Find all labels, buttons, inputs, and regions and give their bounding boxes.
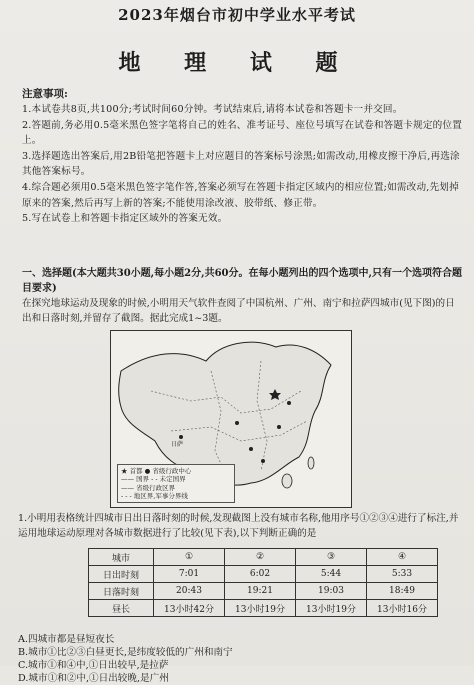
legend-row: —— 省级行政区界 [121, 483, 176, 492]
table-cell: 13小时19分 [296, 600, 367, 617]
legend-row: —— 国界 - - 未定国界 [121, 475, 186, 484]
table-cell: 日落时刻 [89, 583, 154, 600]
table-cell: 7:01 [154, 566, 225, 583]
legend-row: ★ 首都 ● 省级行政中心 [121, 467, 192, 476]
table-cell: 6:02 [225, 566, 296, 583]
notice-item: 4.综合题必须用0.5毫米黑色签字笔作答,答案必须写在答题卡指定区域内的相应位置;如需改动,先划掉原来的答案,然后再写上新的答案;不能使用涂改液、胶带纸、修正带。 [22, 181, 459, 209]
map-legend [117, 464, 235, 503]
table-row [89, 600, 438, 617]
table-cell: 19:21 [225, 583, 296, 600]
table-header-cell: ① [154, 549, 225, 566]
section-heading: 一、选择题(本大题共30小题,每小题2分,共60分。在每小题列出的四个选项中,只有一个选项符合题目要求) [22, 268, 462, 294]
exam-title: 2023年烟台市初中学业水平考试 [118, 6, 356, 24]
china-map [110, 330, 352, 508]
option-b: B.城市①比②③白昼更长,是纬度较低的广州和南宁 [18, 647, 233, 658]
legend-row: - - - 地区界,军事分界线 [121, 491, 188, 500]
city-label-lhasa: 日萨 [171, 441, 184, 448]
table-header-cell: 城市 [89, 549, 154, 566]
option-d: D.城市①和②中,①日出较晚,是广州 [18, 673, 169, 684]
notice-heading: 注意事项: [22, 88, 68, 100]
table-cell: 13小时42分 [154, 600, 225, 617]
notice-list [22, 102, 462, 227]
table-cell: 5:33 [367, 566, 438, 583]
table-cell: 5:44 [296, 566, 367, 583]
subject-title: 地 理 试 题 [118, 50, 356, 76]
notice-item: 5.写在试卷上和答题卡指定区域外的答案无效。 [22, 213, 228, 225]
option-c: C.城市①和④中,①日出较早,是拉萨 [18, 660, 169, 671]
table-row [89, 566, 438, 583]
question-intro: 在探究地球运动及现象的时候,小明用天气软件查阅了中国杭州、广州、南宁和拉萨四城市(见下图)的日出和日落时刻,并留存了截图。据此完成1~3题。 [22, 298, 455, 324]
notice-item: 1.本试卷共8页,共100分;考试时间60分钟。考试结束后,请将本试卷和答题卡一并交回。 [22, 104, 403, 115]
sunrise-sunset-table [88, 548, 438, 617]
table-cell: 18:49 [367, 583, 438, 600]
table-header-cell: ② [225, 549, 296, 566]
table-cell: 昼长 [89, 600, 154, 617]
table-header-row [89, 549, 438, 566]
notice-item: 3.选择题选出答案后,用2B铅笔把答题卡上对应题目的答案标号涂黑;如需改动,用橡皮擦干净后,再选涂其他答案标号。 [22, 150, 460, 178]
table-cell: 日出时刻 [89, 566, 154, 583]
option-a: A.四城市都是昼短夜长 [18, 634, 115, 645]
question-1-options [18, 633, 458, 685]
table-cell: 19:03 [296, 583, 367, 600]
table-cell: 13小时16分 [367, 600, 438, 617]
question-1-stem: 1.小明用表格统计四城市日出日落时刻的时候,发现截图上没有城市名称,他用序号①②③④进行了标注,并运用地球运动原理对各城市数据进行了比较(见下表),以下判断正确的是 [18, 513, 459, 539]
table-cell: 20:43 [154, 583, 225, 600]
notice-item: 2.答题前,务必用0.5毫米黑色签字笔将自己的姓名、准考证号、座位号填写在试卷和答题卡规定的位置上。 [22, 119, 462, 147]
table-header-cell: ③ [296, 549, 367, 566]
table-cell: 13小时19分 [225, 600, 296, 617]
table-header-cell: ④ [367, 549, 438, 566]
table-row [89, 583, 438, 600]
